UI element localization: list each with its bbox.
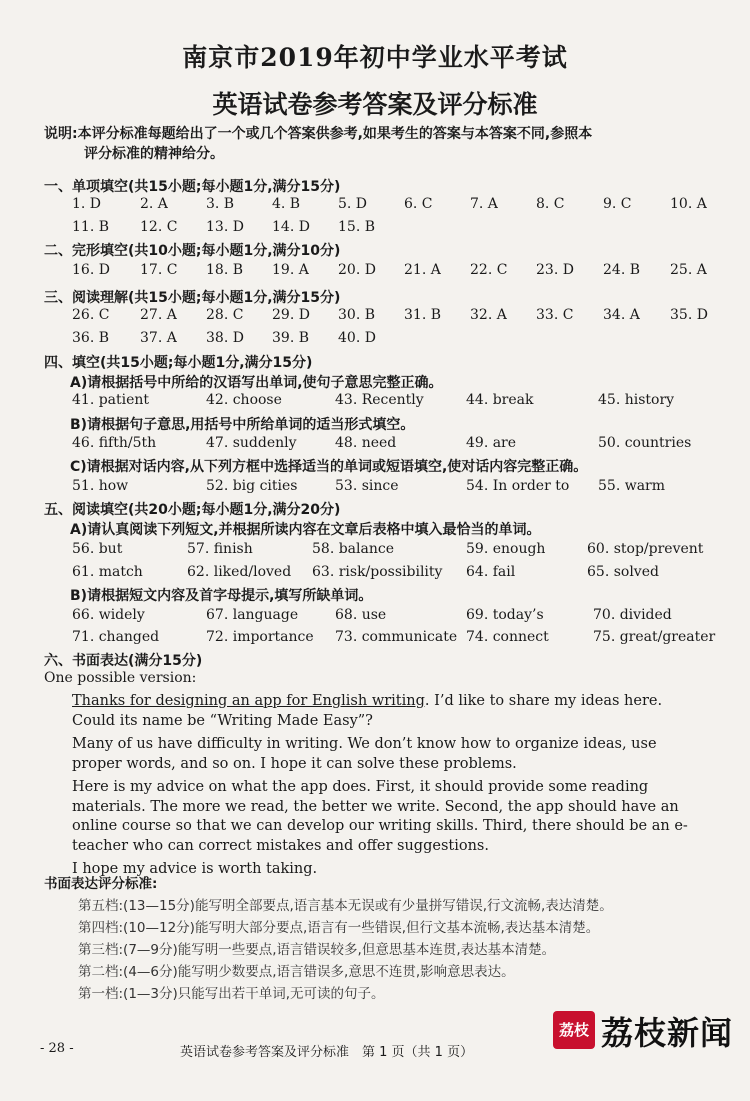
note-line-2: 评分标准的精神给分。 [84,146,224,162]
answer-item: 67. language [206,607,299,623]
answer-item: 70. divided [593,607,672,623]
answer-item: 66. widely [72,607,145,623]
answer-item: 63. risk/possibility [312,564,443,580]
answer-item: 37. A [140,330,177,346]
section-heading-3: 三、阅读理解(共15小题;每小题1分,满分15分) [44,290,341,306]
answer-row-10 [0,564,750,586]
answer-item: 41. patient [72,392,150,408]
answer-item: 65. solved [587,564,659,580]
grading-criteria [44,873,724,1005]
answer-item: 75. great/greater [593,629,716,645]
answer-item: 69. today’s [466,607,544,623]
answer-item: 51. how [72,478,129,494]
answer-item: 14. D [272,219,310,235]
answer-item: 12. C [140,219,178,235]
answer-item: 48. need [335,435,397,451]
section-heading-6: 六、书面表达(满分15分) [44,653,203,669]
answer-item: 53. since [335,478,399,494]
answer-item: 24. B [603,262,641,278]
answer-item: 54. In order to [466,478,570,494]
answer-item: 50. countries [598,435,692,451]
answer-item: 35. D [670,307,708,323]
subsection-4c: C)请根据对话内容,从下列方框中选择适当的单词或短语填空,使对话内容完整正确。 [70,459,588,475]
answer-item: 44. break [466,392,534,408]
answer-item: 18. B [206,262,244,278]
answer-item: 6. C [404,196,433,212]
answer-item: 55. warm [598,478,666,494]
answer-item: 56. but [72,541,123,557]
criteria-heading: 书面表达评分标准: [44,876,158,892]
answer-item: 40. D [338,330,376,346]
instructions-note [44,124,724,164]
answer-item: 62. liked/loved [187,564,292,580]
criteria-grade-4: 第四档:(10—12分)能写明大部分要点,语言有一些错误,但行文基本流畅,表达基本清楚。 [78,920,600,936]
answer-item: 20. D [338,262,376,278]
criteria-grade-3: 第三档:(7—9分)能写明一些要点,语言错误较多,但意思基本连贯,表达基本清楚。 [78,942,556,958]
answer-item: 29. D [272,307,310,323]
answer-item: 60. stop/prevent [587,541,704,557]
answer-item: 4. B [272,196,301,212]
answer-item: 21. A [404,262,441,278]
answer-item: 68. use [335,607,387,623]
criteria-grade-1: 第一档:(1—3分)只能写出若干单词,无可读的句子。 [78,986,385,1002]
answer-item: 25. A [670,262,707,278]
lizhi-seal-icon: 荔枝 [553,1011,595,1049]
answer-item: 11. B [72,219,110,235]
answer-row-3 [0,262,750,284]
page-subtitle: 英语试卷参考答案及评分标准 [212,90,538,119]
answer-row-12 [0,629,750,651]
answer-row-8 [0,478,750,500]
answer-item: 45. history [598,392,675,408]
answer-item: 31. B [404,307,442,323]
answer-item: 5. D [338,196,368,212]
section-heading-5: 五、阅读填空(共20小题;每小题1分,满分20分) [44,502,341,518]
answer-item: 47. suddenly [206,435,297,451]
answer-row-5 [0,330,750,352]
subsection-4b: B)请根据句子意思,用括号中所给单词的适当形式填空。 [70,417,415,433]
essay-paragraph-1: Thanks for designing an app for English writing. I’d like to share my ideas here. Could its name be “Writing Made Easy”? [72,693,663,729]
essay-paragraph-3: Here is my advice on what the app does. First, it should provide some reading materials. The more we read, the better we write. Second, the app should have an online course so that we can develop our writing skills. Third, there should be an e-teacher who can correct mistakes and offer suggestions. [72,779,688,854]
answer-item: 10. A [670,196,707,212]
answer-item: 26. C [72,307,110,323]
answer-item: 33. C [536,307,574,323]
answer-row-2 [0,219,750,241]
answer-item: 42. choose [206,392,282,408]
answer-item: 8. C [536,196,565,212]
answer-item: 15. B [338,219,376,235]
essay-paragraph-4: I hope my advice is worth taking. [72,861,318,877]
answer-item: 28. C [206,307,244,323]
answer-item: 23. D [536,262,574,278]
subsection-5a: A)请认真阅读下列短文,并根据所读内容在文章后表格中填入最恰当的单词。 [70,522,541,538]
answer-item: 61. match [72,564,143,580]
essay-intro: One possible version: [44,670,197,686]
criteria-grade-5: 第五档:(13—15分)能写明全部要点,语言基本无误或有少量拼写错误,行文流畅,表达清楚。 [78,898,613,914]
answer-row-6 [0,392,750,414]
answer-item: 49. are [466,435,517,451]
answer-item: 22. C [470,262,508,278]
answer-row-9 [0,541,750,563]
answer-row-4 [0,307,750,329]
section-heading-2: 二、完形填空(共10小题;每小题1分,满分10分) [44,243,341,259]
answer-item: 32. A [470,307,507,323]
answer-item: 36. B [72,330,110,346]
answer-item: 30. B [338,307,376,323]
answer-item: 38. D [206,330,244,346]
answer-item: 58. balance [312,541,394,557]
answer-item: 9. C [603,196,632,212]
footer-text: 英语试卷参考答案及评分标准 第 1 页（共 1 页） [180,1045,474,1060]
answer-row-11 [0,607,750,629]
criteria-grade-2: 第二档:(4—6分)能写明少数要点,语言错误多,意思不连贯,影响意思表达。 [78,964,515,980]
answer-item: 3. B [206,196,235,212]
answer-item: 7. A [470,196,498,212]
answer-item: 52. big cities [206,478,298,494]
answer-item: 17. C [140,262,178,278]
answer-item: 34. A [603,307,640,323]
answer-item: 73. communicate [335,629,458,645]
essay-paragraph-2: Many of us have difficulty in writing. We don’t know how to organize ideas, use proper words, and so on. I hope it can solve these problems. [72,736,657,772]
answer-item: 72. importance [206,629,314,645]
answer-item: 43. Recently [335,392,424,408]
subsection-4a: A)请根据括号中所给的汉语写出单词,使句子意思完整正确。 [70,375,443,391]
answer-item: 64. fail [466,564,516,580]
section-heading-4: 四、填空(共15小题;每小题1分,满分15分) [44,355,313,371]
lizhi-news-brand: 荔枝新闻 [601,1014,734,1052]
answer-item: 2. A [140,196,168,212]
answer-item: 71. changed [72,629,160,645]
answer-item: 19. A [272,262,309,278]
answer-item: 59. enough [466,541,546,557]
answer-item: 1. D [72,196,102,212]
page-title: 南京市2019年初中学业水平考试 [182,43,568,72]
essay-underlined-phrase: Thanks for designing an app for English writing [72,693,425,709]
page-number: - 28 - [40,1041,74,1056]
answer-item: 74. connect [466,629,549,645]
answer-item: 46. fifth/5th [72,435,157,451]
answer-item: 39. B [272,330,310,346]
answer-item: 13. D [206,219,244,235]
answer-row-1 [0,196,750,218]
subsection-5b: B)请根据短文内容及首字母提示,填写所缺单词。 [70,588,373,604]
model-essay [72,692,700,884]
answer-item: 16. D [72,262,110,278]
answer-row-7 [0,435,750,457]
lizhi-news-watermark [553,1008,738,1052]
answer-item: 27. A [140,307,177,323]
section-heading-1: 一、单项填空(共15小题;每小题1分,满分15分) [44,179,341,195]
answer-item: 57. finish [187,541,253,557]
note-line-1: 说明:本评分标准每题给出了一个或几个答案供参考,如果考生的答案与本答案不同,参照本 [44,126,593,142]
